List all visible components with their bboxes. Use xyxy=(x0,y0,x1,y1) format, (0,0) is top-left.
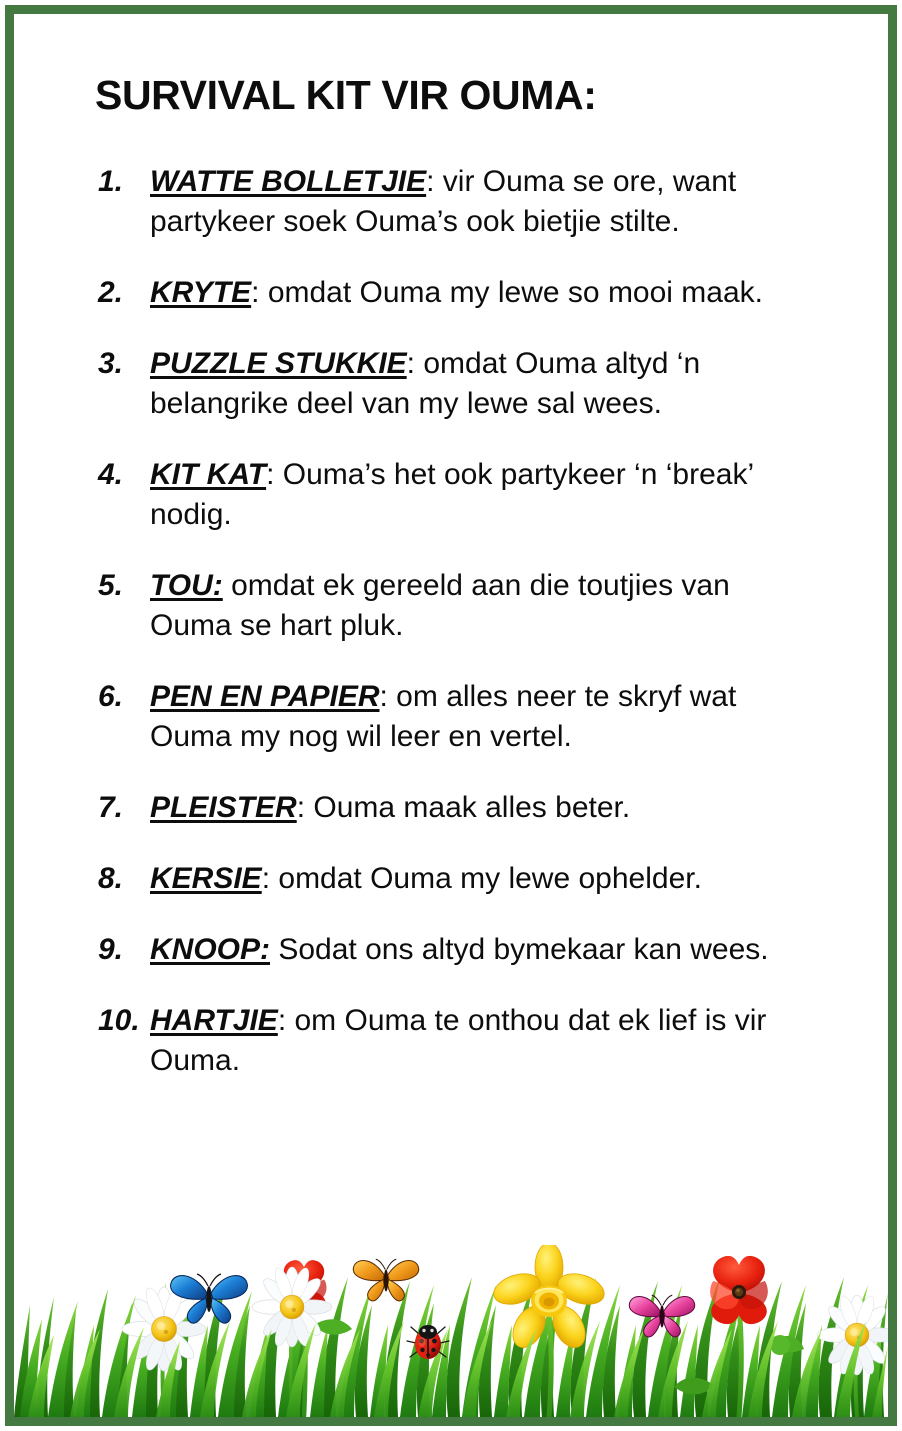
list-item-term: KIT KAT xyxy=(150,458,267,491)
list-item xyxy=(14,273,888,313)
grass-flowers-footer xyxy=(14,1245,888,1417)
list-item-number: 5. xyxy=(98,569,124,602)
list-item-text xyxy=(150,859,814,899)
list-item-number: 1. xyxy=(98,165,124,198)
list-item-description: om alles neer te skryf wat Ouma my nog wil leer en vertel. xyxy=(150,680,737,753)
list-item-text xyxy=(150,1001,814,1081)
list-item-text xyxy=(150,788,814,828)
list-item-number: 8. xyxy=(98,862,124,895)
list-item xyxy=(14,344,888,424)
list-item-description: omdat Ouma altyd ‘n belangrike deel van my lewe sal wees. xyxy=(150,347,701,420)
list-item-description: Sodat ons altyd bymekaar kan wees. xyxy=(270,933,769,966)
list-item-term: KRYTE xyxy=(150,276,252,309)
list-item-term: TOU: xyxy=(150,569,223,602)
list-item-separator: : xyxy=(296,791,306,824)
list-item-term: PEN EN PAPIER xyxy=(150,680,380,713)
list-item-description: omdat ek gereeld aan die toutjies van Ouma se hart pluk. xyxy=(150,569,730,642)
list-item-term: WATTE BOLLETJIE xyxy=(150,165,427,198)
list-item-term: KERSIE xyxy=(150,862,262,895)
list-item-text xyxy=(150,455,814,535)
list-item-separator: : xyxy=(426,165,435,198)
list-item-term: KNOOP: xyxy=(150,933,270,966)
list-item-number: 4. xyxy=(98,458,124,491)
grass-illustration xyxy=(14,1245,888,1417)
list-item-separator: : xyxy=(266,458,275,491)
daffodil-stem xyxy=(549,1315,551,1417)
list-item xyxy=(14,788,888,828)
list-item-text xyxy=(150,566,814,646)
red-ladybug xyxy=(407,1325,449,1359)
poster-content xyxy=(14,14,888,1417)
list-item-number: 3. xyxy=(98,347,124,380)
list-item-term: PUZZLE STUKKIE xyxy=(150,347,407,380)
list-item-number: 2. xyxy=(98,276,124,309)
list-item-text xyxy=(150,273,814,313)
poppy-stem xyxy=(739,1307,741,1417)
list-item-number: 9. xyxy=(98,933,124,966)
page-title: SURVIVAL KIT VIR OUMA: xyxy=(95,72,597,118)
list-item xyxy=(14,677,888,757)
list-item-term: PLEISTER xyxy=(150,791,297,824)
list-item-text xyxy=(150,344,814,424)
list-item-separator: : xyxy=(406,347,416,380)
list-item-description: vir Ouma se ore, want partykeer soek Ouma’s ook bietjie stilte. xyxy=(150,165,737,238)
survival-kit-list xyxy=(14,162,888,1112)
red-poppy xyxy=(710,1256,768,1324)
list-item-description: Ouma maak alles beter. xyxy=(305,791,631,824)
list-item-separator: : xyxy=(277,1004,287,1037)
list-item xyxy=(14,566,888,646)
list-item xyxy=(14,930,888,970)
list-item-description: om Ouma te onthou dat ek lief is vir Ouma. xyxy=(150,1004,767,1077)
list-item-term: HARTJIE xyxy=(150,1004,278,1037)
list-item-text xyxy=(150,162,814,242)
list-item-description: omdat Ouma my lewe so mooi maak. xyxy=(259,276,763,309)
list-item-separator: : xyxy=(379,680,388,713)
list-item-separator: : xyxy=(251,276,260,309)
list-item xyxy=(14,859,888,899)
orange-butterfly xyxy=(353,1259,418,1301)
list-item xyxy=(14,1001,888,1081)
list-item-description: omdat Ouma my lewe ophelder. xyxy=(270,862,702,895)
list-item-separator: : xyxy=(261,862,271,895)
list-item xyxy=(14,455,888,535)
list-item-text xyxy=(150,677,814,757)
list-item-text xyxy=(150,930,814,970)
list-item-description: Ouma’s het ook partykeer ‘n ‘break’ nodig. xyxy=(150,458,754,531)
list-item-number: 7. xyxy=(98,791,124,824)
list-item-number: 6. xyxy=(98,680,124,713)
list-item xyxy=(14,162,888,242)
list-item-number: 10. xyxy=(98,1004,140,1037)
